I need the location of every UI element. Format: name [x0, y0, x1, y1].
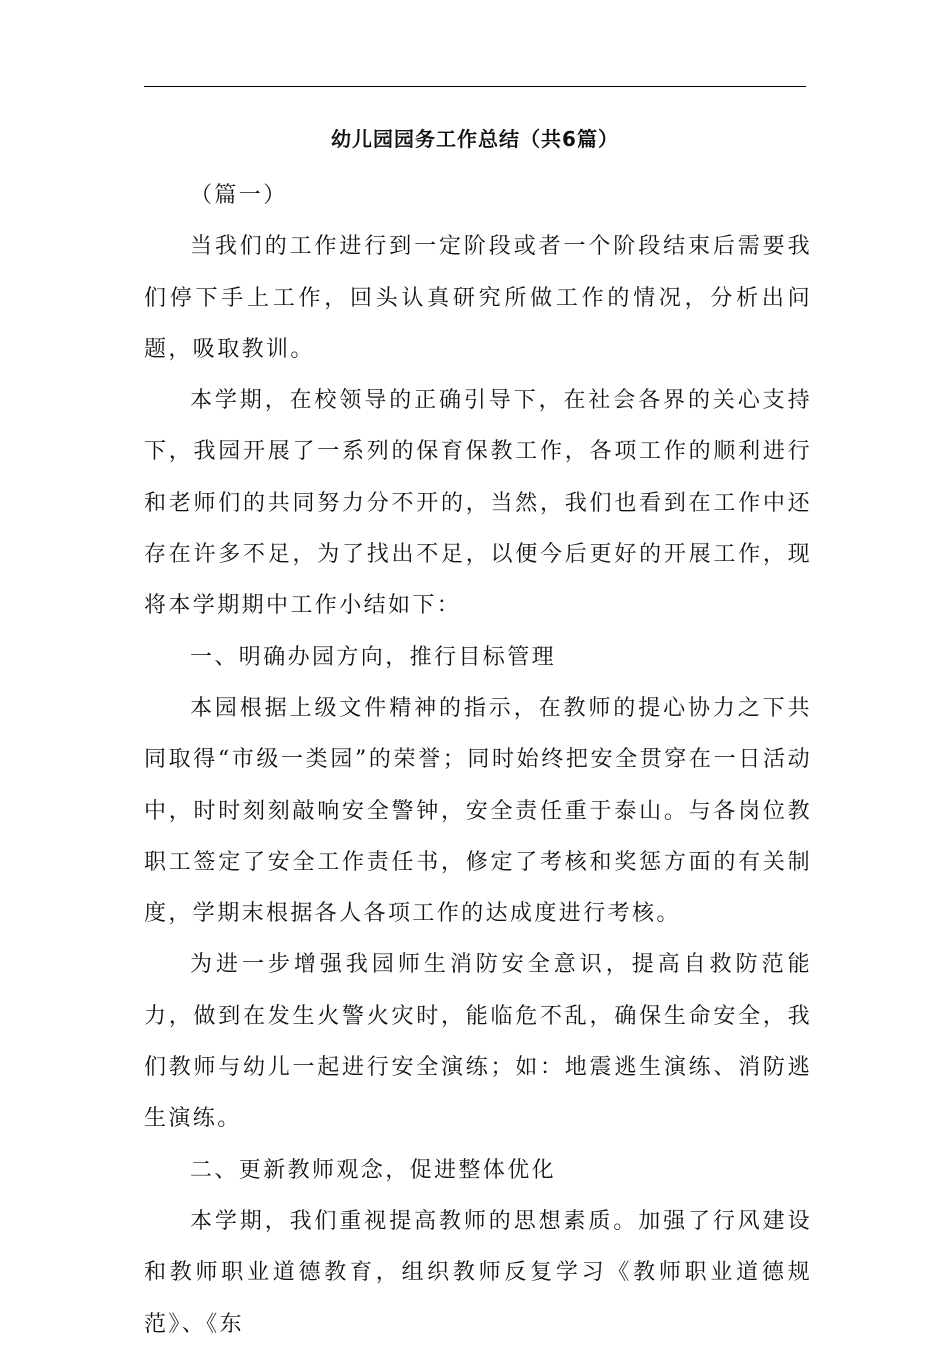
paragraph: 当我们的工作进行到一定阶段或者一个阶段结束后需要我们停下手上工作，回头认真研究所做工作的情况，分析出问题，吸取教训。 — [144, 234, 812, 362]
header-rule — [144, 86, 806, 87]
paragraph: 本学期，我们重视提高教师的思想素质。加强了行风建设和教师职业道德教育，组织教师反复学习《教师职业道德规范》、《东 — [144, 1208, 812, 1337]
section-heading: 二、更新教师观念，促进整体优化 — [190, 1157, 557, 1183]
paragraph: 本园根据上级文件精神的指示，在教师的提心协力之下共同取得“市级一类园”的荣誉；同时始终把安全贯穿在一日活动中，时时刻刻敲响安全警钟，安全责任重于泰山。与各岗位教职工签定了安全工作责任书，修定了考核和奖惩方面的有关制度，学期末根据各人各项工作的达成度进行考核。 — [144, 695, 812, 927]
section-label: （篇一） — [190, 183, 288, 208]
paragraph: 为进一步增强我园师生消防安全意识，提高自救防范能力，做到在发生火警火灾时，能临危不乱，确保生命安全，我们教师与幼儿一起进行安全演练；如：地震逃生演练、消防逃生演练。 — [144, 952, 812, 1132]
section-heading: 一、明确办园方向，推行目标管理 — [190, 644, 557, 670]
paragraph: 本学期，在校领导的正确引导下，在社会各界的关心支持下，我园开展了一系列的保育保教工作，各项工作的顺利进行和老师们的共同努力分不开的，当然，我们也看到在工作中还存在许多不足，为了找出不足，以便今后更好的开展工作，现将本学期期中工作小结如下： — [144, 388, 812, 619]
document-body — [144, 170, 812, 1350]
document-title: 幼儿园园务工作总结（共6篇） — [331, 127, 619, 151]
